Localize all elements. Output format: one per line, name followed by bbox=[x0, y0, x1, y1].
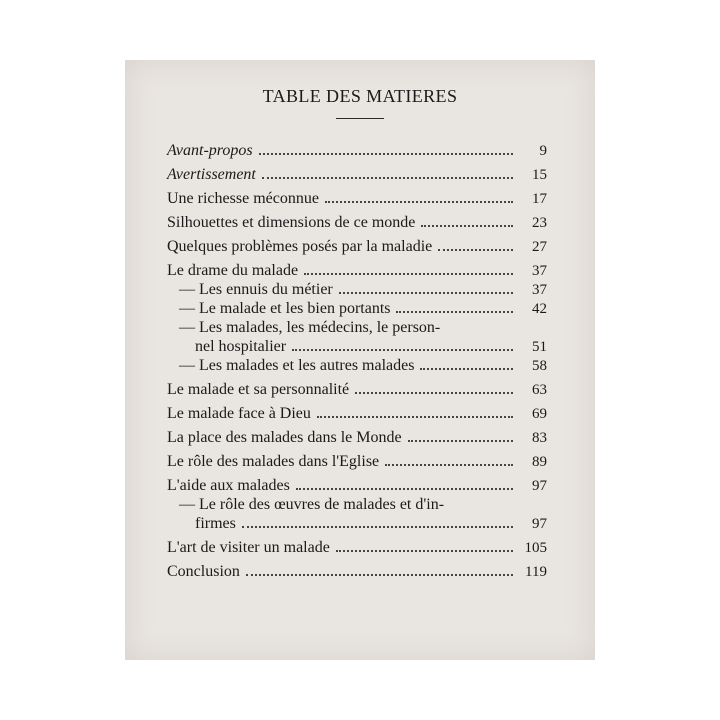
toc-entry-label: Le malade et sa personnalité bbox=[167, 381, 350, 398]
leader-dots bbox=[438, 245, 513, 251]
toc-entry-page: 42 bbox=[532, 301, 547, 317]
toc-entry-label: L'aide aux malades bbox=[167, 477, 290, 494]
toc-entry-label: L'art de visiter un malade bbox=[167, 539, 330, 556]
toc-entry bbox=[167, 186, 547, 210]
toc-subentry bbox=[167, 358, 547, 377]
toc-entry-label: Avertissement bbox=[167, 166, 256, 183]
toc-entry-label: — Le rôle des œuvres de malades et d'in- bbox=[179, 496, 445, 513]
toc-entry-label: Le drame du malade bbox=[167, 262, 299, 279]
toc-entry-label: firmes bbox=[195, 515, 236, 532]
toc-entry-label: Le rôle des malades dans l'Eglise bbox=[167, 453, 380, 470]
title-rule bbox=[336, 118, 384, 119]
toc-entry-label: nel hospitalier bbox=[195, 338, 287, 355]
leader-dots bbox=[304, 269, 513, 275]
leader-dots bbox=[259, 149, 513, 155]
leader-dots bbox=[246, 570, 513, 576]
leader-dots bbox=[355, 388, 513, 394]
table-of-contents bbox=[167, 138, 547, 583]
leader-dots bbox=[262, 173, 513, 179]
leader-dots bbox=[317, 412, 513, 418]
toc-entry-page: 69 bbox=[532, 406, 547, 422]
toc-entry-page: 15 bbox=[532, 167, 547, 183]
toc-entry bbox=[167, 138, 547, 162]
toc-entry-label: — Les ennuis du métier bbox=[179, 281, 333, 298]
toc-entry-page: 97 bbox=[532, 516, 547, 532]
toc-entry-page: 97 bbox=[532, 478, 547, 494]
toc-entry bbox=[167, 559, 547, 583]
leader-dots bbox=[396, 307, 513, 313]
leader-dots bbox=[339, 288, 513, 294]
toc-entry bbox=[167, 449, 547, 473]
toc-entry-page: 51 bbox=[532, 339, 547, 355]
toc-entry-label: Quelques problèmes posés par la maladie bbox=[167, 238, 433, 255]
leader-dots bbox=[296, 484, 513, 490]
toc-entry-label: — Les malades, les médecins, le person- bbox=[179, 319, 441, 336]
toc-entry bbox=[167, 473, 547, 497]
toc-entry-label: — Le malade et les bien portants bbox=[179, 300, 391, 317]
toc-subentry bbox=[167, 320, 547, 339]
toc-entry-page: 63 bbox=[532, 382, 547, 398]
toc-entry bbox=[167, 377, 547, 401]
toc-subentry bbox=[167, 497, 547, 516]
toc-entry bbox=[167, 258, 547, 282]
leader-dots bbox=[292, 345, 513, 351]
toc-entry-label: — Les malades et les autres malades bbox=[179, 357, 415, 374]
toc-entry-label: Le malade face à Dieu bbox=[167, 405, 311, 422]
toc-entry-page: 89 bbox=[532, 454, 547, 470]
toc-entry bbox=[167, 401, 547, 425]
toc-entry bbox=[167, 535, 547, 559]
toc-entry bbox=[167, 162, 547, 186]
toc-entry-page: 9 bbox=[539, 143, 547, 159]
leader-dots bbox=[385, 460, 513, 466]
toc-entry-page: 58 bbox=[532, 358, 547, 374]
toc-entry-page: 37 bbox=[532, 282, 547, 298]
toc-entry-page: 37 bbox=[532, 263, 547, 279]
toc-entry-label: Silhouettes et dimensions de ce monde bbox=[167, 214, 416, 231]
leader-dots bbox=[242, 522, 513, 528]
toc-subentry-continuation bbox=[167, 516, 547, 535]
toc-subentry-continuation bbox=[167, 339, 547, 358]
page-title: TABLE DES MATIERES bbox=[262, 86, 458, 106]
toc-entry-page: 23 bbox=[532, 215, 547, 231]
toc-subentry bbox=[167, 301, 547, 320]
toc-entry-page: 119 bbox=[525, 564, 547, 580]
toc-entry-label: Avant-propos bbox=[167, 142, 253, 159]
toc-entry-label: La place des malades dans le Monde bbox=[167, 429, 402, 446]
toc-entry-page: 17 bbox=[532, 191, 547, 207]
toc-entry-page: 105 bbox=[524, 540, 547, 556]
toc-entry-page: 83 bbox=[532, 430, 547, 446]
toc-entry-label: Une richesse méconnue bbox=[167, 190, 319, 207]
leader-dots bbox=[336, 546, 513, 552]
toc-entry-label: Conclusion bbox=[167, 563, 240, 580]
leader-dots bbox=[325, 197, 513, 203]
book-page bbox=[125, 60, 595, 660]
leader-dots bbox=[420, 364, 513, 370]
toc-entry bbox=[167, 425, 547, 449]
leader-dots bbox=[408, 436, 513, 442]
toc-entry bbox=[167, 234, 547, 258]
toc-entry bbox=[167, 210, 547, 234]
toc-subentry bbox=[167, 282, 547, 301]
leader-dots bbox=[421, 221, 513, 227]
toc-entry-page: 27 bbox=[532, 239, 547, 255]
